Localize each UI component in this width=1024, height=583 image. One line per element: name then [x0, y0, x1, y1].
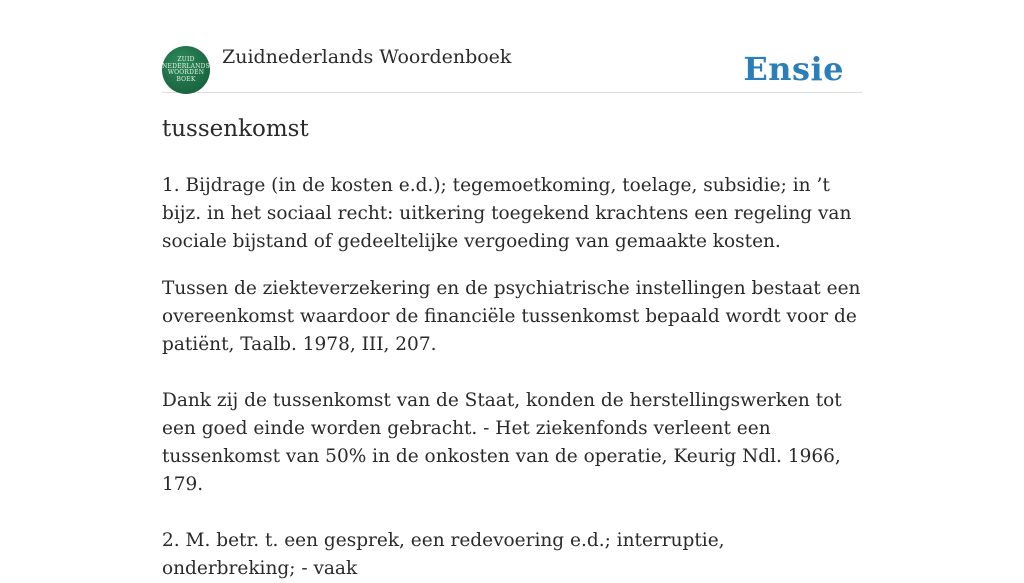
entry-content — [162, 112, 862, 583]
spacer — [162, 359, 862, 387]
source-logo[interactable] — [162, 46, 210, 94]
entry-example: Tussen de ziekteverzekering en de psychiatrische instellingen bestaat een overeenkomst waardoor de financiële tussenkomst bepaald wordt voor de patiënt, Taalb. 1978, III, 207. — [162, 278, 861, 355]
source-name[interactable]: Zuidnederlands Woordenboek — [222, 46, 512, 68]
entry-example: Dank zij de tussenkomst van de Staat, konden de herstellingswerken tot een goed einde worden gebracht. - Het ziekenfonds verleent een tussenkomst van 50% in de onkosten van de operatie, Keurig Ndl. 1966, 179. — [162, 390, 842, 495]
entry-definition-2: 2. M. betr. t. een gesprek, een redevoering e.d.; interruptie, onderbreking; - vaak — [162, 530, 725, 579]
logo-text-line: WOORDEN — [167, 69, 205, 76]
logo-text-line: BOEK — [176, 75, 196, 83]
entry-definition: 1. Bijdrage (in de kosten e.d.); tegemoetkoming, toelage, subsidie; in ’t bijz. in het sociaal recht: uitkering toegekend krachtens een regeling van sociale bijstand of gedeeltelijke vergoeding van gemaakte kosten. — [162, 175, 852, 252]
logo-text-line: NEDERLANDS — [162, 62, 210, 70]
spacer — [162, 256, 862, 275]
entry-term: tussenkomst — [162, 116, 309, 142]
spacer — [162, 499, 862, 527]
header — [162, 44, 862, 93]
logo-text-line: ZUID — [177, 56, 195, 63]
brand-logo[interactable]: Ensie — [743, 50, 844, 88]
